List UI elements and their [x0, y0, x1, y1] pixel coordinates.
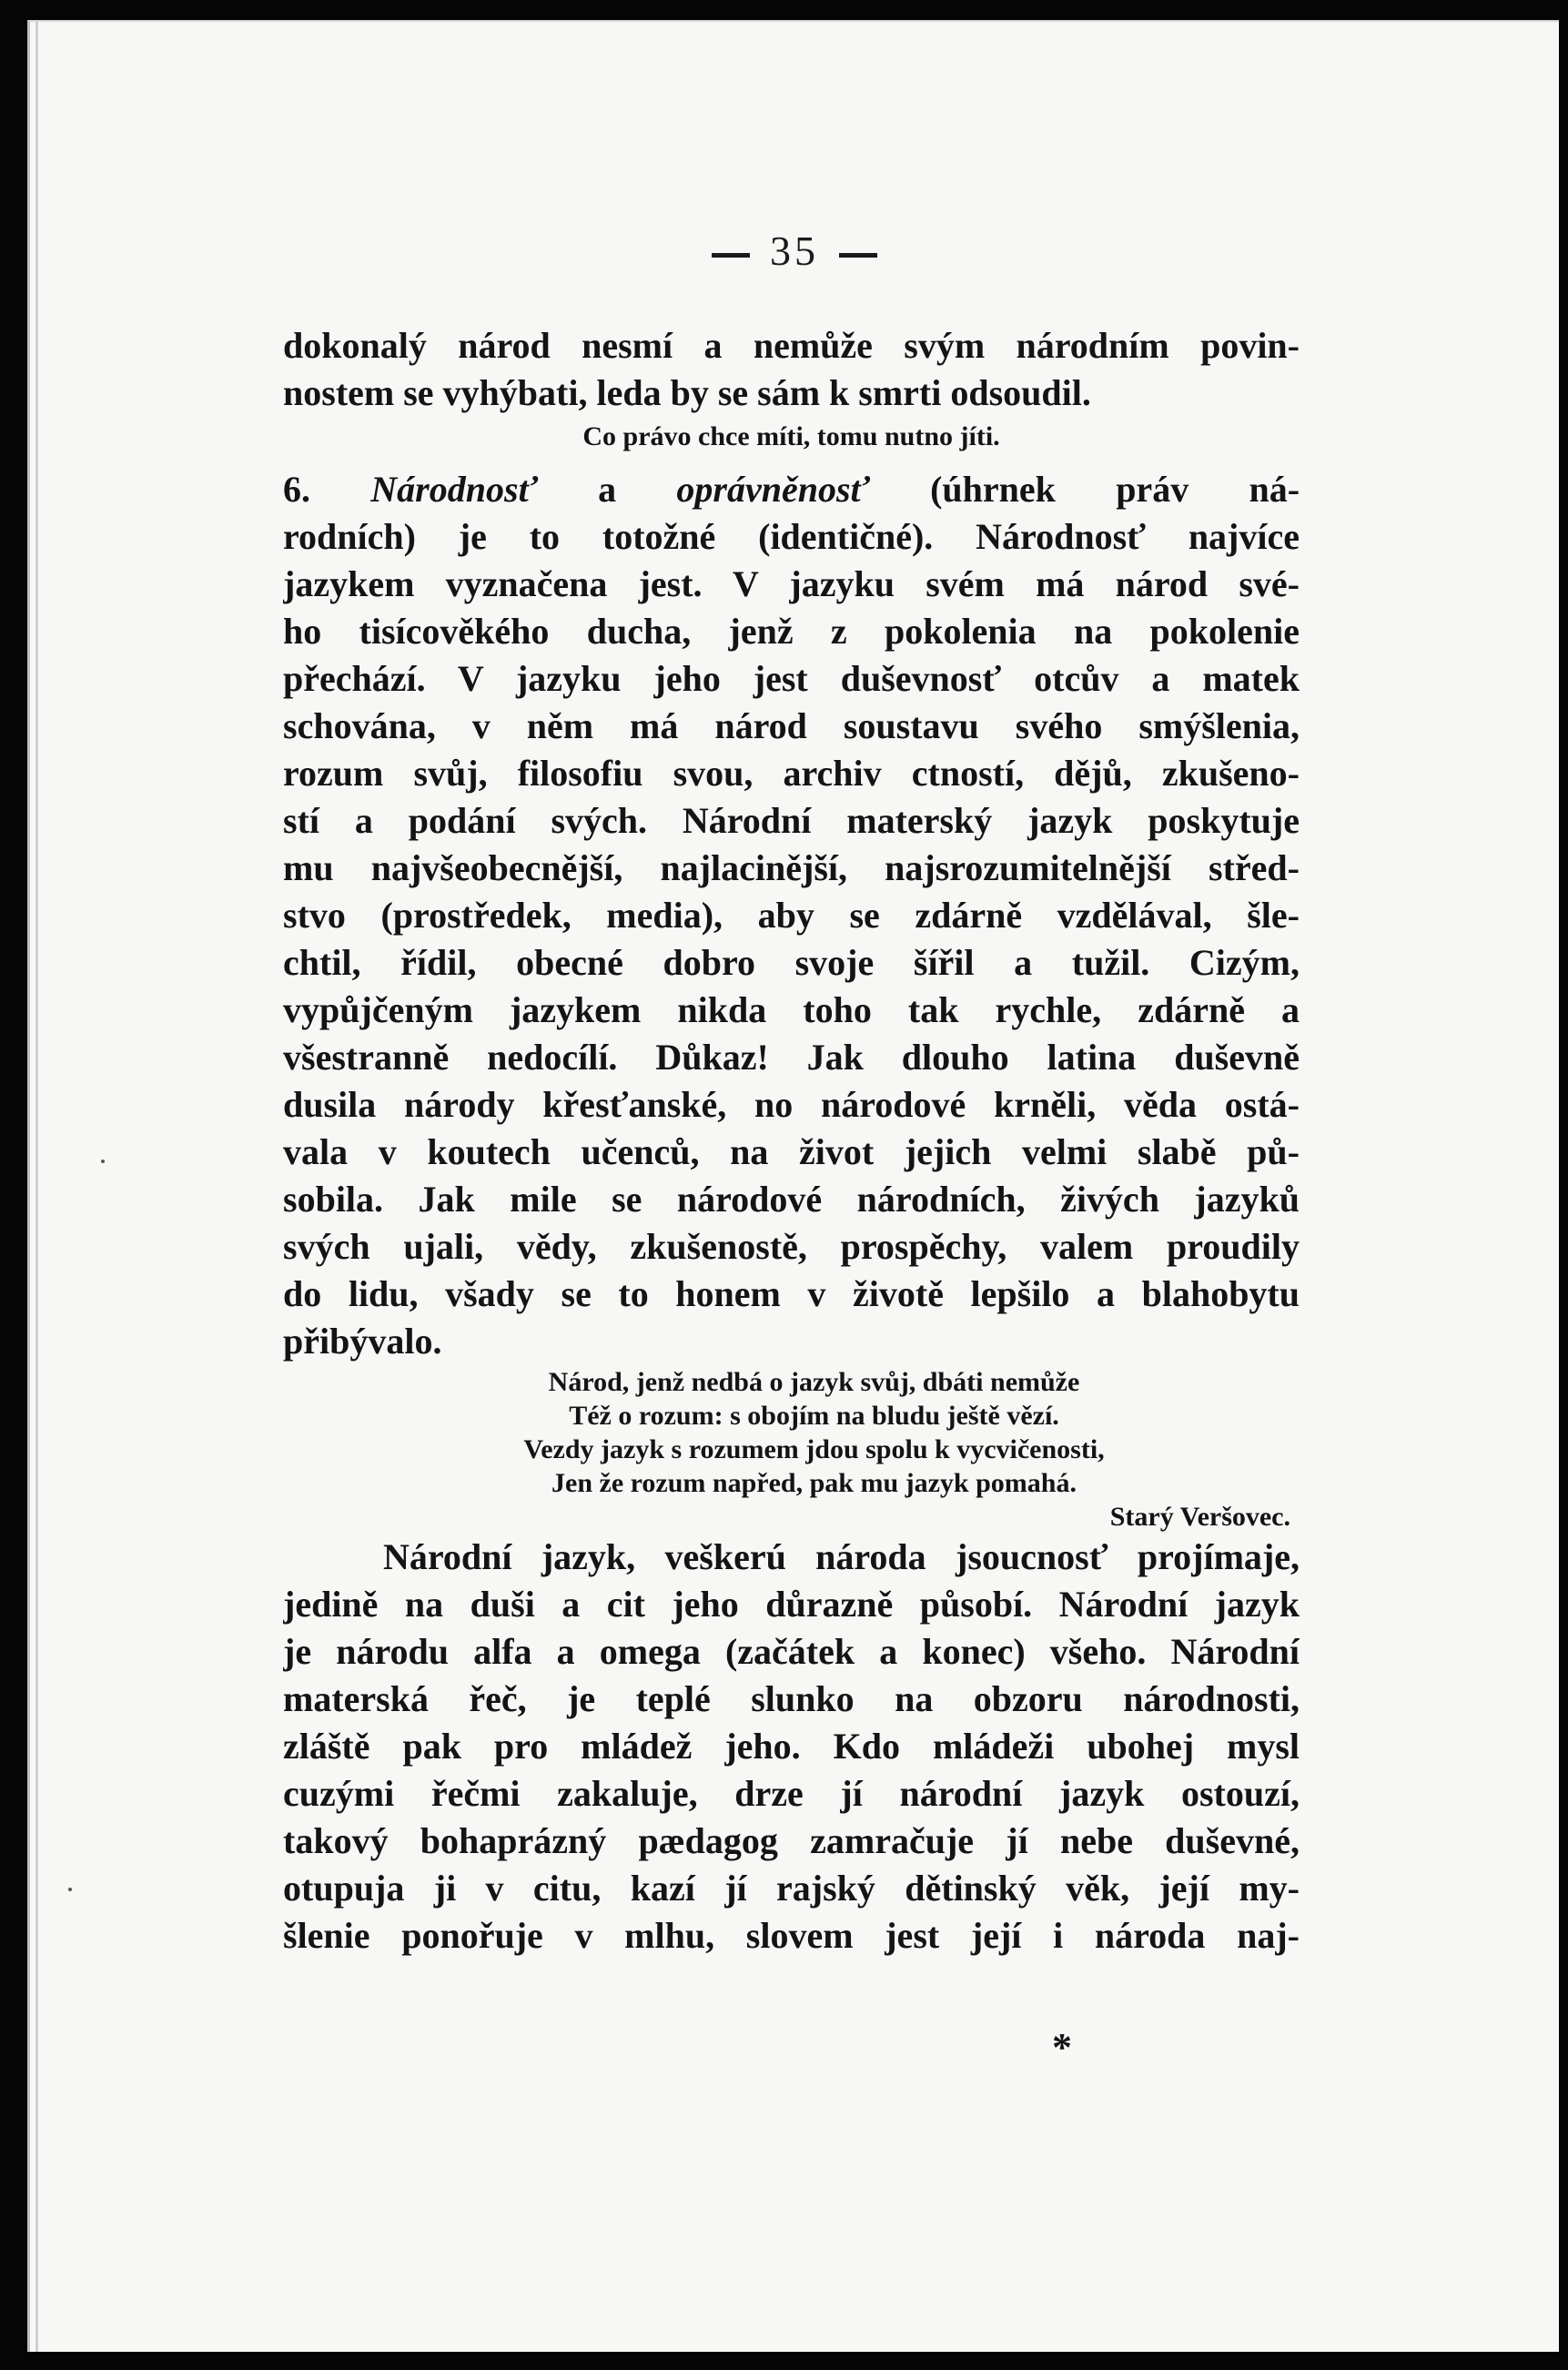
page-speck: [101, 1160, 105, 1163]
verse-line: Též o rozum: s obojím na bludu ještě vězí.: [569, 1401, 1059, 1431]
proverb: Co právo chce míti, tomu nutno jíti.: [582, 421, 1000, 451]
section-rest: (úhrnek práv ná-: [930, 469, 1300, 510]
text-line: stí a podání svých. Národní materský jazyk poskytuje: [283, 800, 1300, 841]
header-dash-right: [839, 253, 877, 258]
section-number: 6.: [283, 469, 310, 510]
verse-line: Národ, jenž nedbá o jazyk svůj, dbáti nemůže: [548, 1367, 1080, 1397]
book-page: [27, 20, 1559, 2352]
text-line: jedině na duši a cit jeho důrazně působí. Národní jazyk: [283, 1584, 1300, 1625]
text-line: otupuja ji v citu, kazí jí rajský dětinský věk, její my-: [283, 1868, 1300, 1909]
signature-mark: *: [1052, 2025, 1072, 2070]
text-line: šlenie ponořuje v mlhu, slovem jest její i národa naj-: [283, 1915, 1300, 1956]
text-line: takový bohaprázný pædagog zamračuje jí nebe duševné,: [283, 1820, 1300, 1861]
text-line: dusila národy křesťanské, no národové krněli, věda ostá-: [283, 1084, 1300, 1125]
text-line: přechází. V jazyku jeho jest duševnosť otcův a matek: [283, 658, 1300, 699]
text-line: do lidu, všady se to honem v životě lepšilo a blahobytu: [283, 1273, 1300, 1314]
text-line: mu najvšeobecnější, najlacinější, najsrozumitelnější střed-: [283, 847, 1300, 888]
text-line: je národu alfa a omega (začátek a konec) všeho. Národní: [283, 1631, 1300, 1672]
header-dash-left: [712, 253, 750, 258]
body-text: [283, 322, 1300, 1960]
term-narodnost: Národnosť: [370, 469, 538, 510]
text-line: ho tisícověkého ducha, jenž z pokolenia na pokolenie: [283, 611, 1300, 652]
page-header: [30, 227, 1559, 275]
text-line: vala v koutech učenců, na život jejich velmi slabě pů-: [283, 1131, 1300, 1172]
verse-line: Vezdy jazyk s rozumem jdou spolu k vycvičenosti,: [523, 1434, 1105, 1464]
text-line: vypůjčeným jazykem nikda toho tak rychle, zdárně a: [283, 989, 1300, 1030]
text-line: Národní jazyk, veškerú národa jsoucnosť projímaje,: [383, 1536, 1300, 1577]
text-line: schována, v něm má národ soustavu svého smýšlenia,: [283, 705, 1300, 746]
text-line: rozum svůj, filosofiu svou, archiv ctností, dějů, zkušeno-: [283, 753, 1300, 794]
connector: a: [598, 469, 617, 510]
text-line: svých ujali, vědy, zkušenostě, prospěchy, valem proudily: [283, 1226, 1300, 1267]
verse-author: Starý Veršovec.: [1109, 1502, 1290, 1532]
text-line: chtil, řídil, obecné dobro svoje šířil a tužil. Cizým,: [283, 942, 1300, 983]
text-line: sobila. Jak mile se národové národních, živých jazyků: [283, 1179, 1300, 1220]
text-line: stvo (prostředek, media), aby se zdárně vzdělával, šle-: [283, 895, 1300, 936]
term-opravnenost: oprávněnosť: [676, 469, 870, 510]
text-line: přibývalo.: [283, 1321, 442, 1362]
page-number: 35: [770, 228, 819, 274]
text-line: jazykem vyznačena jest. V jazyku svém má národ své-: [283, 563, 1300, 604]
text-line: dokonalý národ nesmí a nemůže svým národním povin-: [283, 325, 1300, 366]
text-line: rodních) je to totožné (identičné). Národnosť najvíce: [283, 516, 1300, 557]
page-speck: [68, 1888, 72, 1891]
text-line: nostem se vyhýbati, leda by se sám k smrti odsoudil.: [283, 372, 1091, 413]
verse-block: [283, 1365, 1300, 1534]
text-line: zláště pak pro mládež jeho. Kdo mládeži ubohej mysl: [283, 1726, 1300, 1767]
text-line: cuzými řečmi zakaluje, drze jí národní jazyk ostouzí,: [283, 1773, 1300, 1814]
text-line: všestranně nedocílí. Důkaz! Jak dlouho latina duševně: [283, 1037, 1300, 1078]
section-first-line: [283, 466, 1300, 513]
page-fold-shadow: [35, 22, 38, 2352]
verse-line: Jen že rozum napřed, pak mu jazyk pomahá.: [551, 1468, 1077, 1498]
text-line: materská řeč, je teplé slunko na obzoru národnosti,: [283, 1678, 1300, 1719]
